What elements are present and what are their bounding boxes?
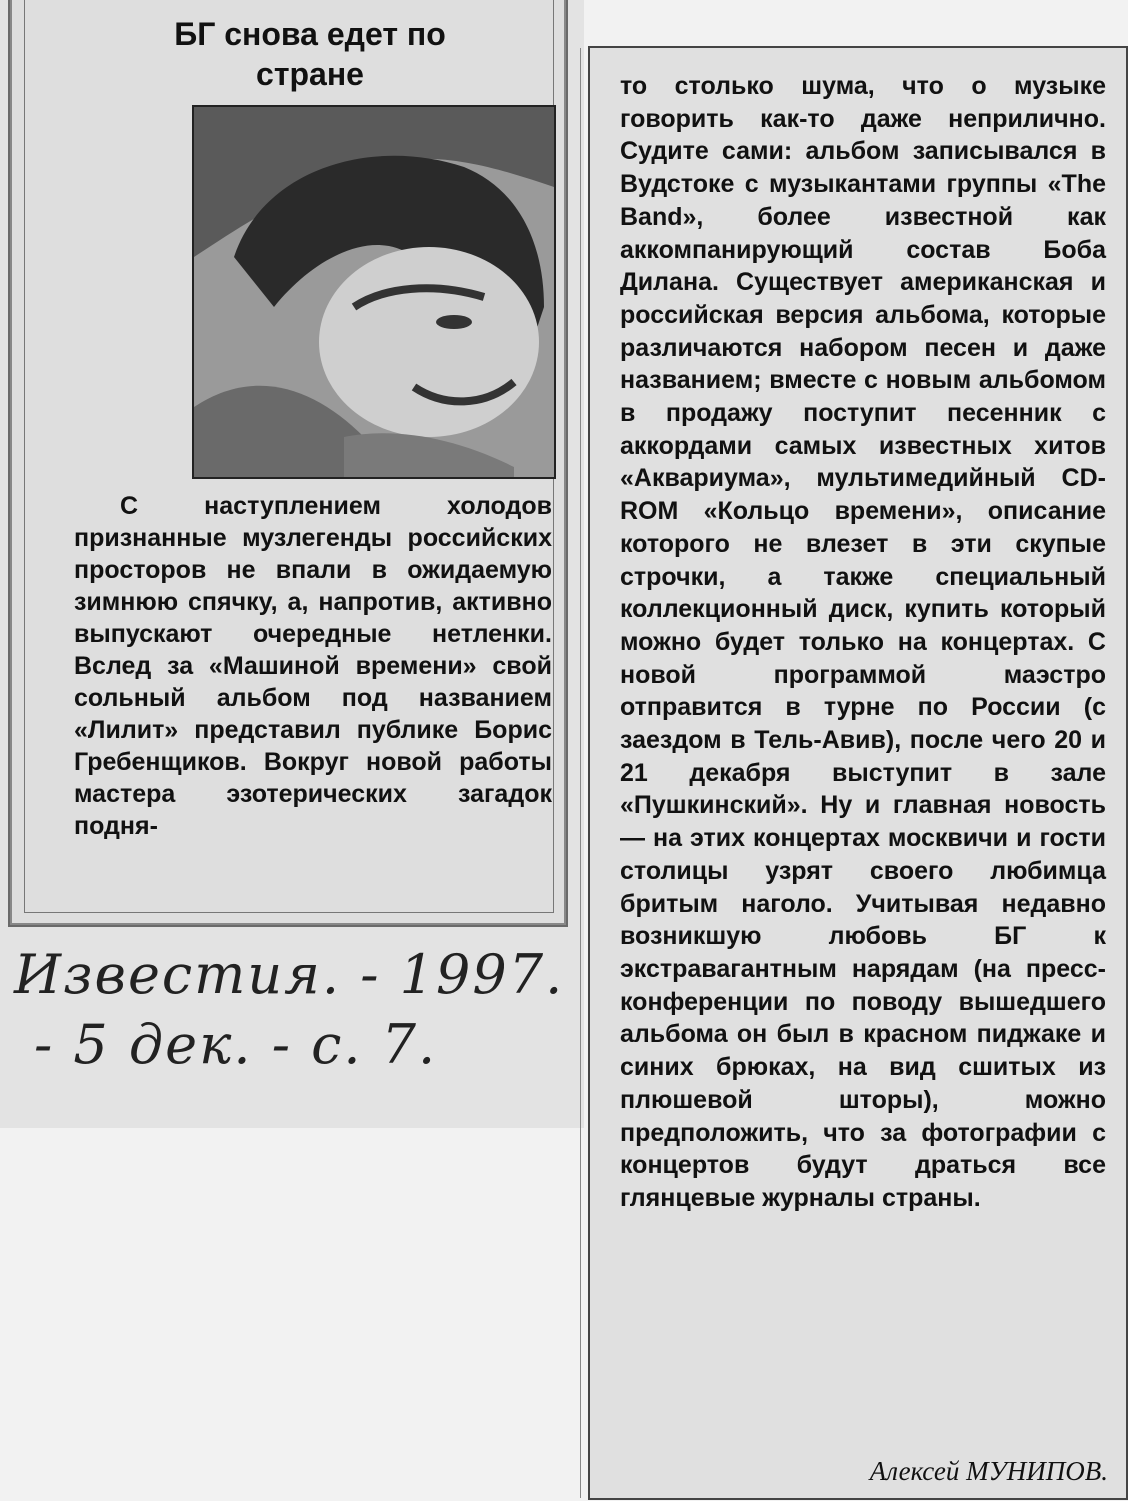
article-body-left: С наступлением холодов признанные музлегенды российских просторов не впали в ожидаемую зимнюю спячку, а, напротив, активно выпускают очередные нетленки. Вслед за «Машиной времени» свой сольный альбом под названием «Лилит» представил публике Борис Гребенщиков. Вокруг новой работы мастера эзотерических загадок подня- (74, 492, 552, 840)
handwritten-citation (14, 940, 574, 1080)
headline: БГ снова едет по стране (174, 16, 446, 92)
portrait-photo (192, 105, 556, 479)
citation-line-2: - 5 дек. - с. 7. (34, 1013, 438, 1076)
citation-line-1: Известия. - 1997. (14, 943, 565, 1006)
article-body-right: то столько шума, что о музыке говорить как-то даже неприлично. Судите сами: альбом записывался в Вудстоке с музыкантами группы «The Band», более известной как аккомпанирующий состав Боба Дилана. Существует американская и российская версия альбома, которые различаются набором песен и даже названием; вместе с новым альбомом в продажу поступит песенник с аккордами самых известных хитов «Аквариума», мультимедийный CD-ROM «Кольцо времени», описание которого не влезет в эти скупые строчки, а также специальный коллекционный диск, купить который можно будет только на концертах. С новой программой маэстро отправится в турне по России (с заездом в Тель-Авив), после чего 20 и 21 декабря выступит в зале «Пушкинский». Ну и главная новость — на этих концертах москвичи и гости столицы узрят своего любимца бритым наголо. Учитывая недавно возникшую любовь БГ к экстравагантным нарядам (на пресс-конференции по поводу вышедшего альбома он был в красном пиджаке и синих брюках, на вид сшитых из плюшевой шторы), можно предположить, что за фотографии с концертов будут драться все глянцевые журналы страны. (620, 72, 1106, 1212)
author-byline: Алексей МУНИПОВ. (869, 1456, 1108, 1486)
portrait-image (194, 107, 554, 477)
